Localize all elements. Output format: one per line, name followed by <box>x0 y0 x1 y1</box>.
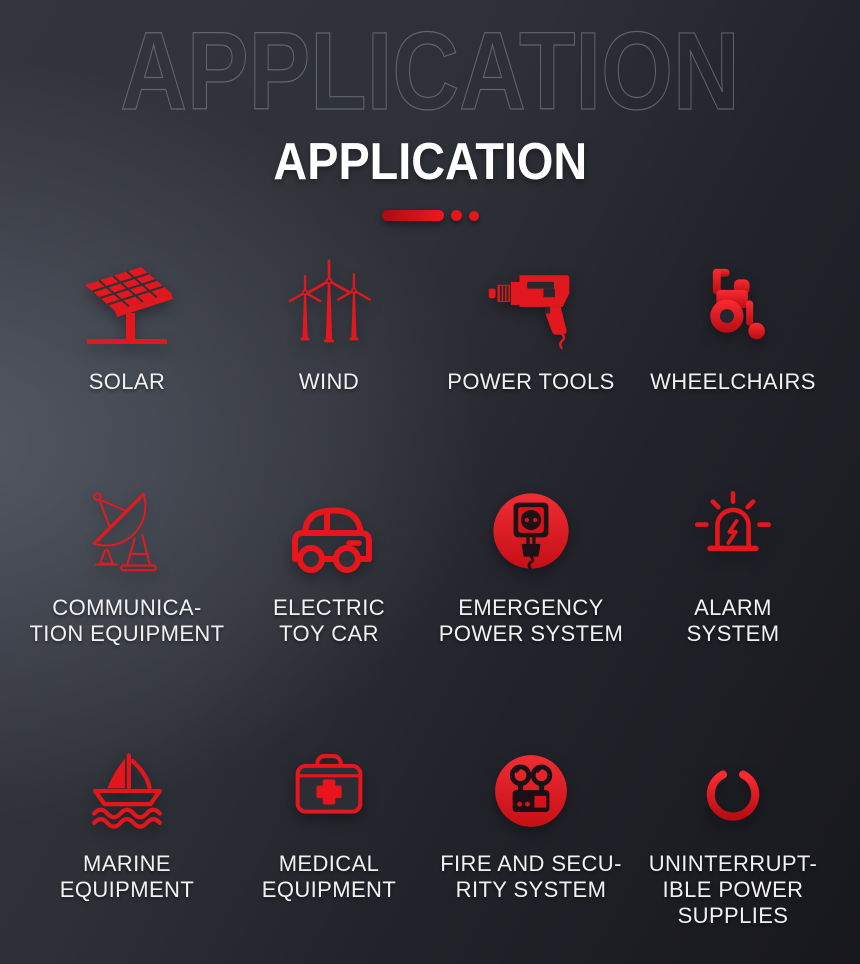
divider-dot-icon <box>451 210 462 221</box>
label-line: FIRE AND SECU- <box>440 851 622 876</box>
app-item-label <box>440 851 622 903</box>
app-item-fire-security-system <box>430 741 632 929</box>
toy-car-icon <box>279 481 379 581</box>
app-item-electric-toy-car <box>228 481 430 647</box>
app-item-label <box>89 369 166 395</box>
app-item-label <box>439 595 624 647</box>
divider-dot-icon <box>469 211 479 221</box>
label-line: TION EQUIPMENT <box>29 621 225 646</box>
app-item-ups <box>632 741 834 929</box>
power-drill-icon <box>481 253 581 353</box>
label-line: UNINTERRUPT- <box>648 851 818 876</box>
app-item-label <box>687 595 780 647</box>
label-line: WIND <box>298 369 360 394</box>
label-line: MARINE <box>83 851 171 876</box>
application-grid-row-1 <box>0 253 860 395</box>
label-line: EQUIPMENT <box>59 877 195 902</box>
solar-panel-icon <box>77 253 177 353</box>
power-socket-icon <box>481 481 581 581</box>
label-line: POWER SYSTEM <box>438 621 624 646</box>
app-item-marine-equipment <box>26 741 228 929</box>
app-item-label <box>60 851 194 903</box>
page-title <box>0 0 860 191</box>
wheelchair-icon <box>683 253 783 353</box>
label-line: TOY CAR <box>279 621 379 646</box>
wind-turbine-icon <box>279 253 379 353</box>
app-item-label <box>447 369 614 395</box>
label-line: SOLAR <box>88 369 166 394</box>
satellite-dish-icon <box>77 481 177 581</box>
label-line: SYSTEM <box>686 621 780 646</box>
label-line: MEDICAL <box>278 851 380 876</box>
app-item-medical-equipment <box>228 741 430 929</box>
label-line: IBLE POWER <box>662 877 804 902</box>
label-line: COMMUNICA- <box>52 595 202 620</box>
app-item-emergency-power-system <box>430 481 632 647</box>
sailboat-icon <box>77 741 177 841</box>
app-item-label <box>650 369 816 395</box>
title-divider <box>0 210 860 221</box>
medical-case-icon <box>279 741 379 841</box>
label-line: WHEELCHAIRS <box>650 369 816 394</box>
app-item-alarm-system <box>632 481 834 647</box>
application-grid-row-3 <box>0 741 860 929</box>
app-item-solar <box>26 253 228 395</box>
label-line: ALARM <box>694 595 772 620</box>
app-item-label <box>649 851 818 929</box>
power-button-icon <box>683 741 783 841</box>
application-grid-row-2 <box>0 481 860 647</box>
label-line: EMERGENCY <box>458 595 604 620</box>
label-line: ELECTRIC <box>273 595 385 620</box>
alarm-siren-icon <box>683 481 783 581</box>
label-line: RITY SYSTEM <box>455 877 607 902</box>
label-line: EQUIPMENT <box>261 877 397 902</box>
label-line: POWER TOOLS <box>447 369 615 394</box>
emergency-light-icon <box>481 741 581 841</box>
divider-bar-icon <box>382 210 444 221</box>
app-item-wheelchairs <box>632 253 834 395</box>
app-item-communication-equipment <box>26 481 228 647</box>
app-item-label <box>299 369 359 395</box>
app-item-label <box>29 595 224 647</box>
page-title-text: APPLICATION <box>273 133 587 191</box>
app-item-label <box>273 595 385 647</box>
watermark-title: APPLICATION <box>120 10 740 133</box>
app-item-wind <box>228 253 430 395</box>
app-item-label <box>262 851 396 903</box>
label-line: SUPPLIES <box>677 903 789 928</box>
app-item-power-tools <box>430 253 632 395</box>
